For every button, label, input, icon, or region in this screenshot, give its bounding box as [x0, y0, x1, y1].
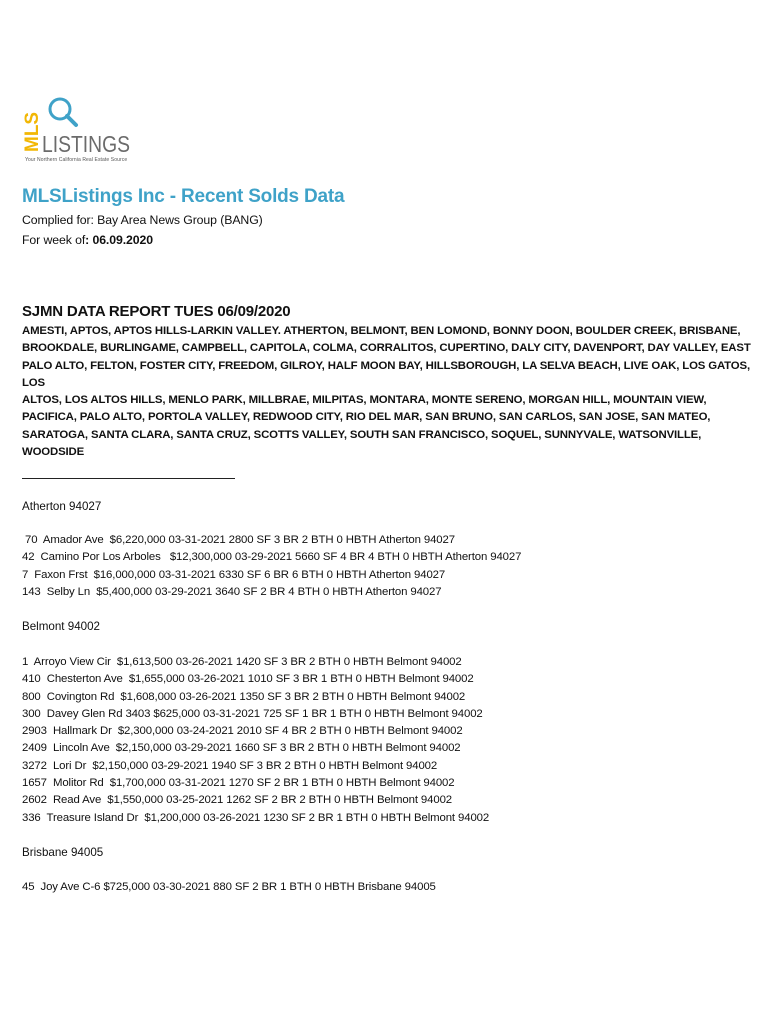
week-label: For week of	[22, 233, 86, 247]
week-line	[22, 233, 153, 247]
section-rows-brisbane	[22, 879, 436, 896]
sale-row: 2903 Hallmark Dr $2,300,000 03-24-2021 2010 SF 4 BR 2 BTH 0 HBTH Belmont 94002	[22, 725, 463, 738]
city-list-line: SARATOGA, SANTA CLARA, SANTA CRUZ, SCOTTS VALLEY, SOUTH SAN FRANCISCO, SOQUEL, SUNNYVALE, WATSONVILLE, WOODSIDE	[22, 428, 702, 459]
city-list-line: BROOKDALE, BURLINGAME, CAMPBELL, CAPITOLA, COLMA, CORRALITOS, CUPERTINO, DALY CITY, DAVENPORT, DAY VALLEY, EAST	[22, 342, 751, 355]
section-heading-atherton: Atherton 94027	[22, 500, 102, 513]
logo-listings-text: LISTINGS	[42, 131, 130, 157]
sale-row: 410 Chesterton Ave $1,655,000 03-26-2021 1010 SF 3 BR 1 BTH 0 HBTH Belmont 94002	[22, 673, 474, 686]
section-heading-brisbane: Brisbane 94005	[22, 846, 104, 859]
sale-row: 1 Arroyo View Cir $1,613,500 03-26-2021 1420 SF 3 BR 2 BTH 0 HBTH Belmont 94002	[22, 656, 462, 668]
sale-row: 45 Joy Ave C-6 $725,000 03-30-2021 880 SF 2 BR 1 BTH 0 HBTH Brisbane 94005	[22, 881, 436, 893]
sale-row: 300 Davey Glen Rd 3403 $625,000 03-31-2021 725 SF 1 BR 1 BTH 0 HBTH Belmont 94002	[22, 707, 483, 720]
section-rows-belmont	[22, 654, 489, 827]
logo-tagline: Your Northern California Real Estate Source	[25, 157, 128, 163]
city-list-line: PALO ALTO, FELTON, FOSTER CITY, FREEDOM, GILROY, HALF MOON BAY, HILLSBOROUGH, LA SELVA BEACH, LIVE OAK, LOS GATOS, LOS	[22, 359, 750, 389]
page-title: MLSListings Inc - Recent Solds Data	[22, 186, 345, 207]
compiled-for-line: Complied for: Bay Area News Group (BANG)	[22, 213, 263, 227]
section-rows-atherton	[22, 532, 521, 601]
logo-mark-icon	[22, 92, 162, 158]
section-heading-belmont: Belmont 94002	[22, 620, 100, 633]
sale-row: 70 Amador Ave $6,220,000 03-31-2021 2800 SF 3 BR 2 BTH 0 HBTH Atherton 94027	[22, 534, 455, 546]
sale-row: 42 Camino Por Los Arboles $12,300,000 03-29-2021 5660 SF 4 BR 4 BTH 0 HBTH Atherton 94027	[22, 551, 522, 564]
logo-mls-text: MLS	[22, 111, 43, 152]
sale-row: 2409 Lincoln Ave $2,150,000 03-29-2021 1660 SF 3 BR 2 BTH 0 HBTH Belmont 94002	[22, 742, 461, 755]
sale-row: 3272 Lori Dr $2,150,000 03-29-2021 1940 SF 3 BR 2 BTH 0 HBTH Belmont 94002	[22, 759, 438, 772]
city-list-line: AMESTI, APTOS, APTOS HILLS-LARKIN VALLEY. ATHERTON, BELMONT, BEN LOMOND, BONNY DOON, BOULDER CREEK, BRISBANE,	[22, 325, 741, 337]
sale-row: 336 Treasure Island Dr $1,200,000 03-26-2021 1230 SF 2 BR 1 BTH 0 HBTH Belmont 94002	[22, 811, 490, 824]
divider-line	[22, 478, 235, 479]
sale-row: 7 Faxon Frst $16,000,000 03-31-2021 6330 SF 6 BR 6 BTH 0 HBTH Atherton 94027	[22, 568, 446, 581]
week-value: : 06.09.2020	[85, 233, 153, 247]
sale-row: 800 Covington Rd $1,608,000 03-26-2021 1350 SF 3 BR 2 BTH 0 HBTH Belmont 94002	[22, 690, 466, 703]
sale-row: 1657 Molitor Rd $1,700,000 03-31-2021 1270 SF 2 BR 1 BTH 0 HBTH Belmont 94002	[22, 777, 455, 790]
sale-row: 2602 Read Ave $1,550,000 03-25-2021 1262 SF 2 BR 2 BTH 0 HBTH Belmont 94002	[22, 794, 453, 807]
city-list	[22, 323, 766, 461]
mlslistings-logo	[22, 92, 162, 166]
report-title: SJMN DATA REPORT TUES 06/09/2020	[22, 303, 291, 320]
city-list-line: PACIFICA, PALO ALTO, PORTOLA VALLEY, REDWOOD CITY, RIO DEL MAR, SAN BRUNO, SAN CARLOS, SAN JOSE, SAN MATEO,	[22, 411, 711, 424]
sale-row: 143 Selby Ln $5,400,000 03-29-2021 3640 SF 2 BR 4 BTH 0 HBTH Atherton 94027	[22, 585, 442, 598]
city-list-line: ALTOS, LOS ALTOS HILLS, MENLO PARK, MILLBRAE, MILPITAS, MONTARA, MONTE SERENO, MORGAN HILL, MOUNTAIN VIEW,	[22, 394, 707, 407]
